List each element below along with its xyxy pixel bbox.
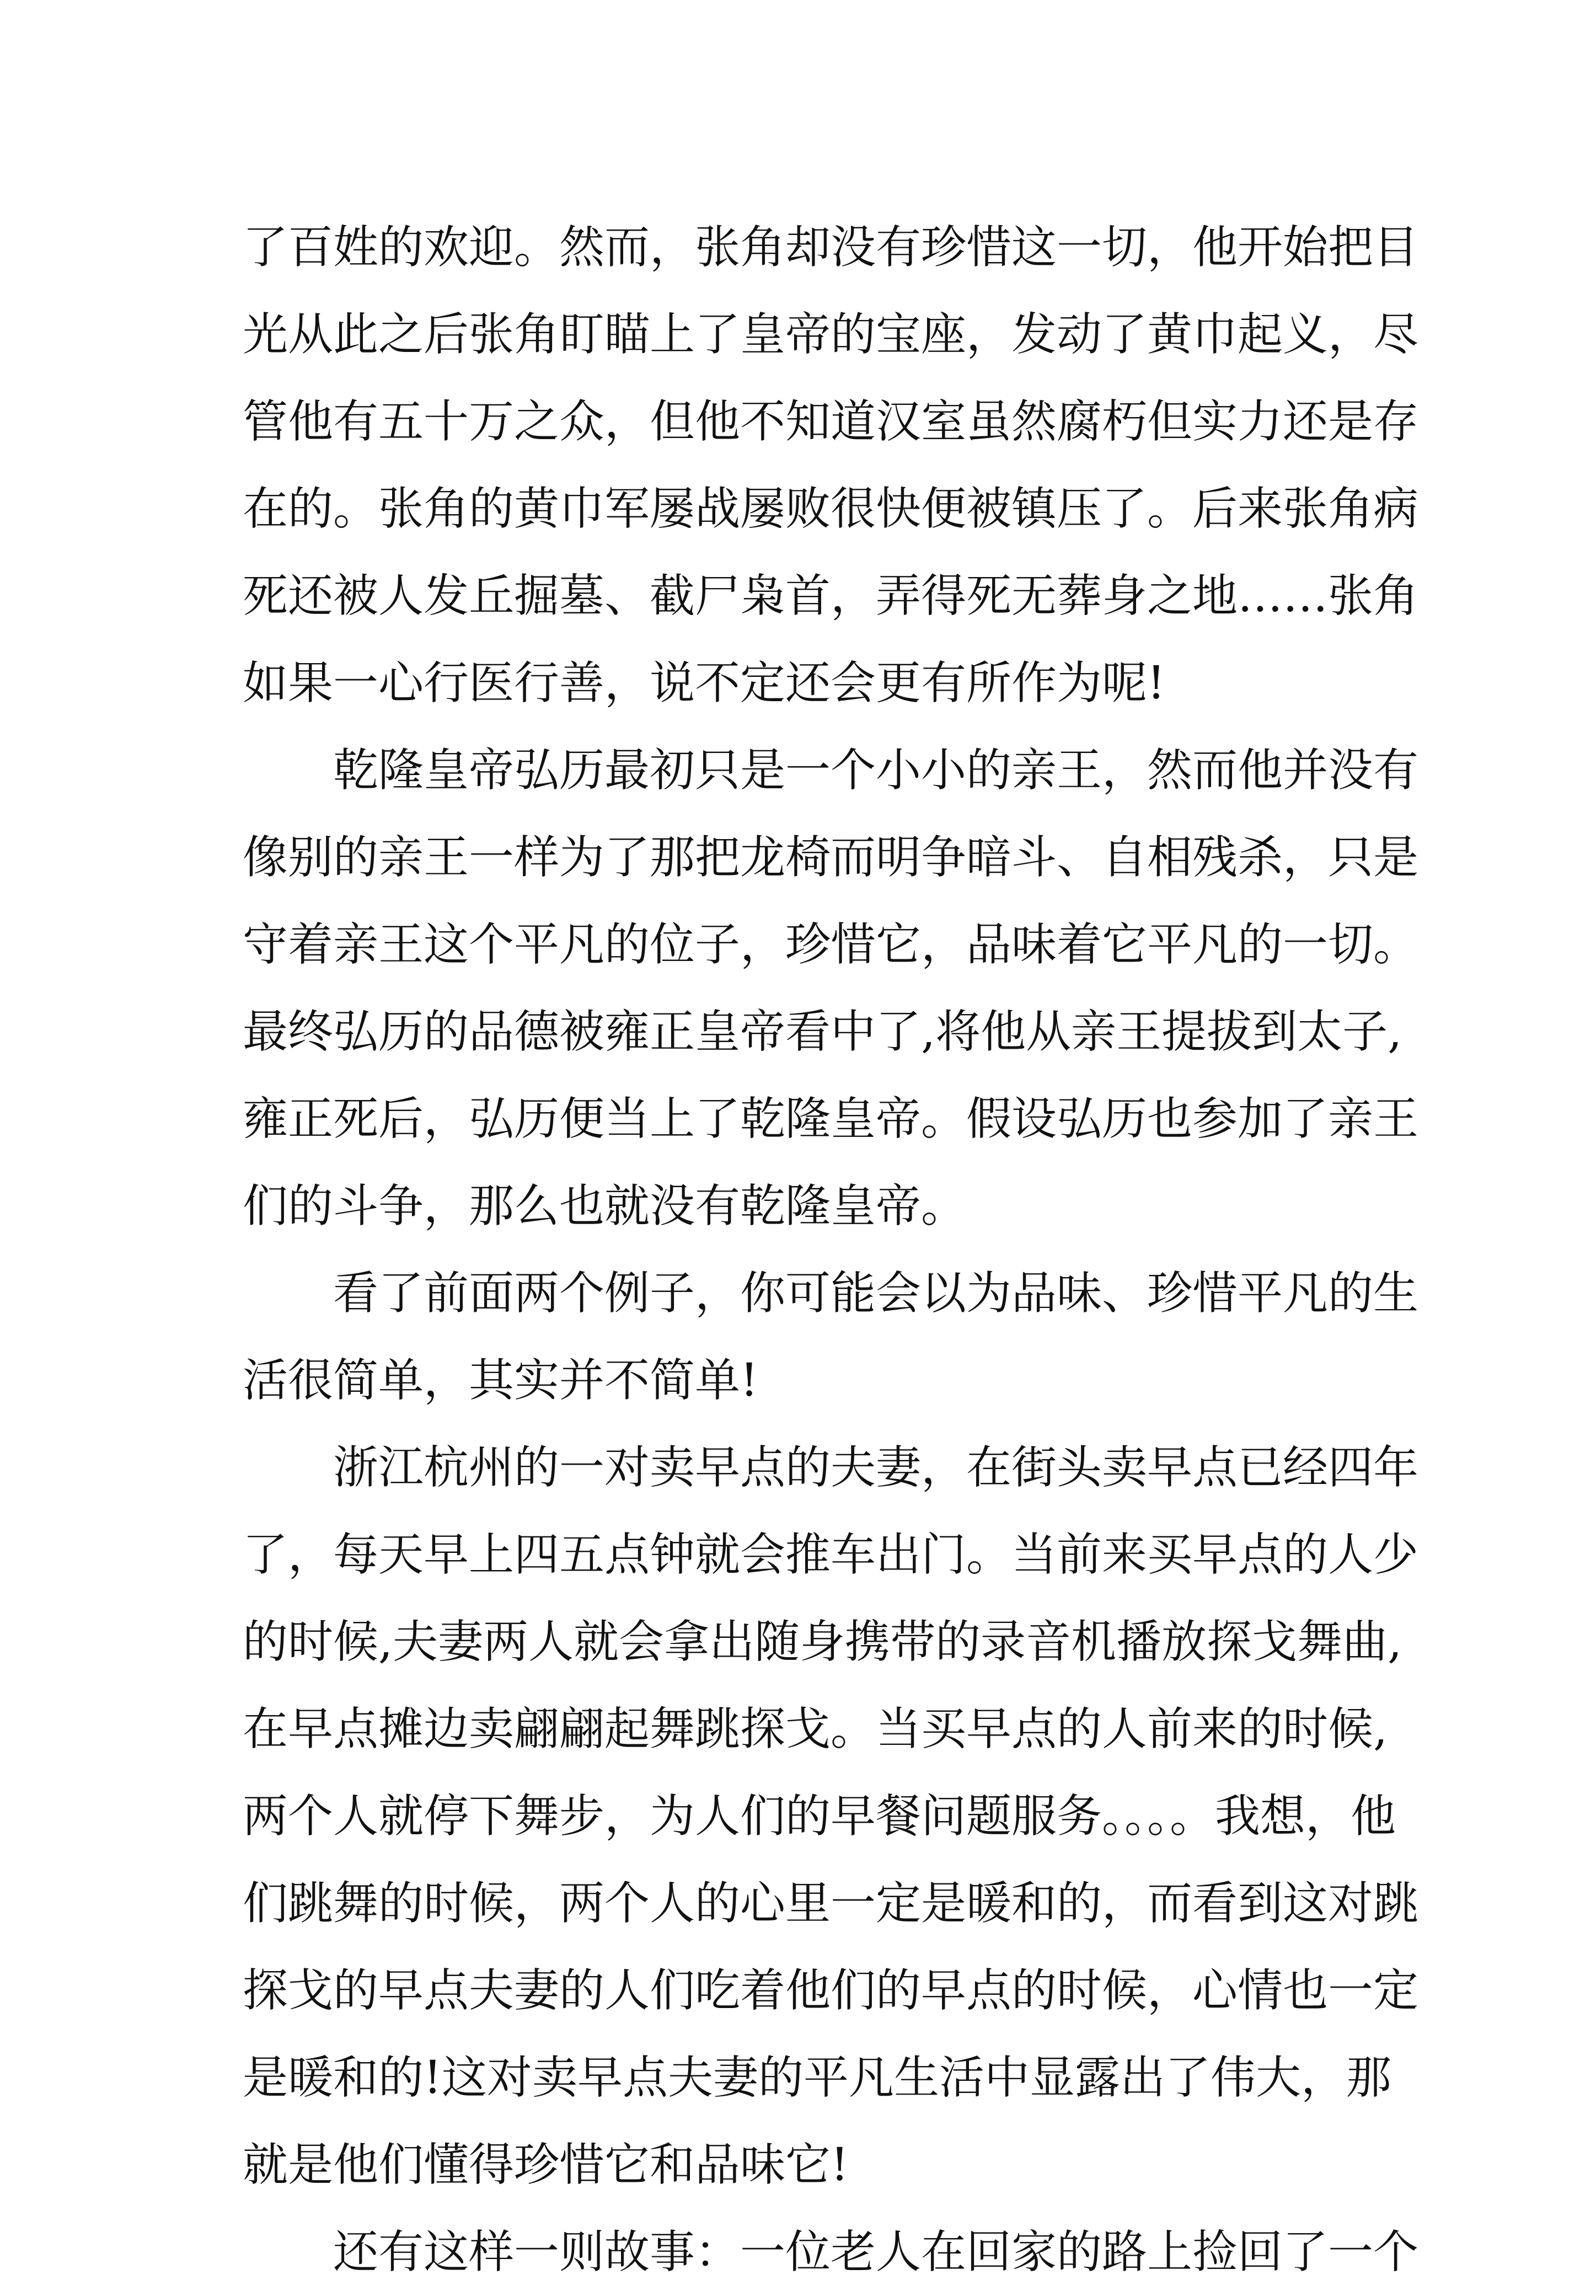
text-line: 们的斗争，那么也就没有乾隆皇帝。 <box>243 1180 967 1232</box>
text-line: 的时候,夫妻两人就会拿出随身携带的录音机播放探戈舞曲, <box>243 1616 1402 1668</box>
text-line: 雍正死后，弘历便当上了乾隆皇帝。假设弘历也参加了亲王 <box>243 1093 1419 1145</box>
paragraph-start-line: 还有这样一则故事：一位老人在回家的路上捡回了一个 <box>333 2226 1419 2278</box>
text-line: 像别的亲王一样为了那把龙椅而明争暗斗、自相残杀，只是 <box>243 831 1419 884</box>
paragraph-start-line: 乾隆皇帝弘历最初只是一个小小的亲王，然而他并没有 <box>333 744 1419 797</box>
text-line: 在的。张角的黄巾军屡战屡败很快便被镇压了。后来张角病 <box>243 483 1419 535</box>
text-line: 最终弘历的品德被雍正皇帝看中了,将他从亲王提拔到太子, <box>243 1006 1402 1058</box>
body-text <box>243 204 1419 2296</box>
text-line: 光从此之后张角盯瞄上了皇帝的宝座，发动了黄巾起义，尽 <box>243 308 1419 361</box>
paragraph-start-line: 浙江杭州的一对卖早点的夫妻，在街头卖早点已经四年 <box>333 1441 1419 1494</box>
text-line: 了百姓的欢迎。然而，张角却没有珍惜这一切，他开始把目 <box>243 221 1419 274</box>
paragraph-start-line: 看了前面两个例子，你可能会以为品味、珍惜平凡的生 <box>333 1267 1419 1320</box>
text-line: 探戈的早点夫妻的人们吃着他们的早点的时候，心情也一定 <box>243 1964 1419 2017</box>
text-line: 守着亲王这个平凡的位子，珍惜它，品味着它平凡的一切。 <box>243 919 1419 971</box>
text-line: 两个人就停下舞步，为人们的早餐问题服务。。。。我想，他 <box>243 1790 1396 1843</box>
text-line: 了，每天早上四五点钟就会推车出门。当前来买早点的人少 <box>243 1529 1419 1581</box>
text-line: 是暖和的!这对卖早点夫妻的平凡生活中显露出了伟大，那 <box>243 2052 1391 2104</box>
text-line: 如果一心行医行善，说不定还会更有所作为呢! <box>243 657 1165 709</box>
text-line: 们跳舞的时候，两个人的心里一定是暖和的，而看到这对跳 <box>243 1877 1419 1930</box>
text-line: 在早点摊边卖翩翩起舞跳探戈。当买早点的人前来的时候, <box>243 1703 1388 1755</box>
text-line: 死还被人发丘掘墓、截尸枭首，弄得死无葬身之地……张角 <box>243 570 1419 622</box>
text-line: 就是他们懂得珍惜它和品味它! <box>243 2139 849 2191</box>
text-line: 活很简单，其实并不简单! <box>243 1354 758 1407</box>
text-line: 管他有五十万之众，但他不知道汉室虽然腐朽但实力还是存 <box>243 396 1419 448</box>
